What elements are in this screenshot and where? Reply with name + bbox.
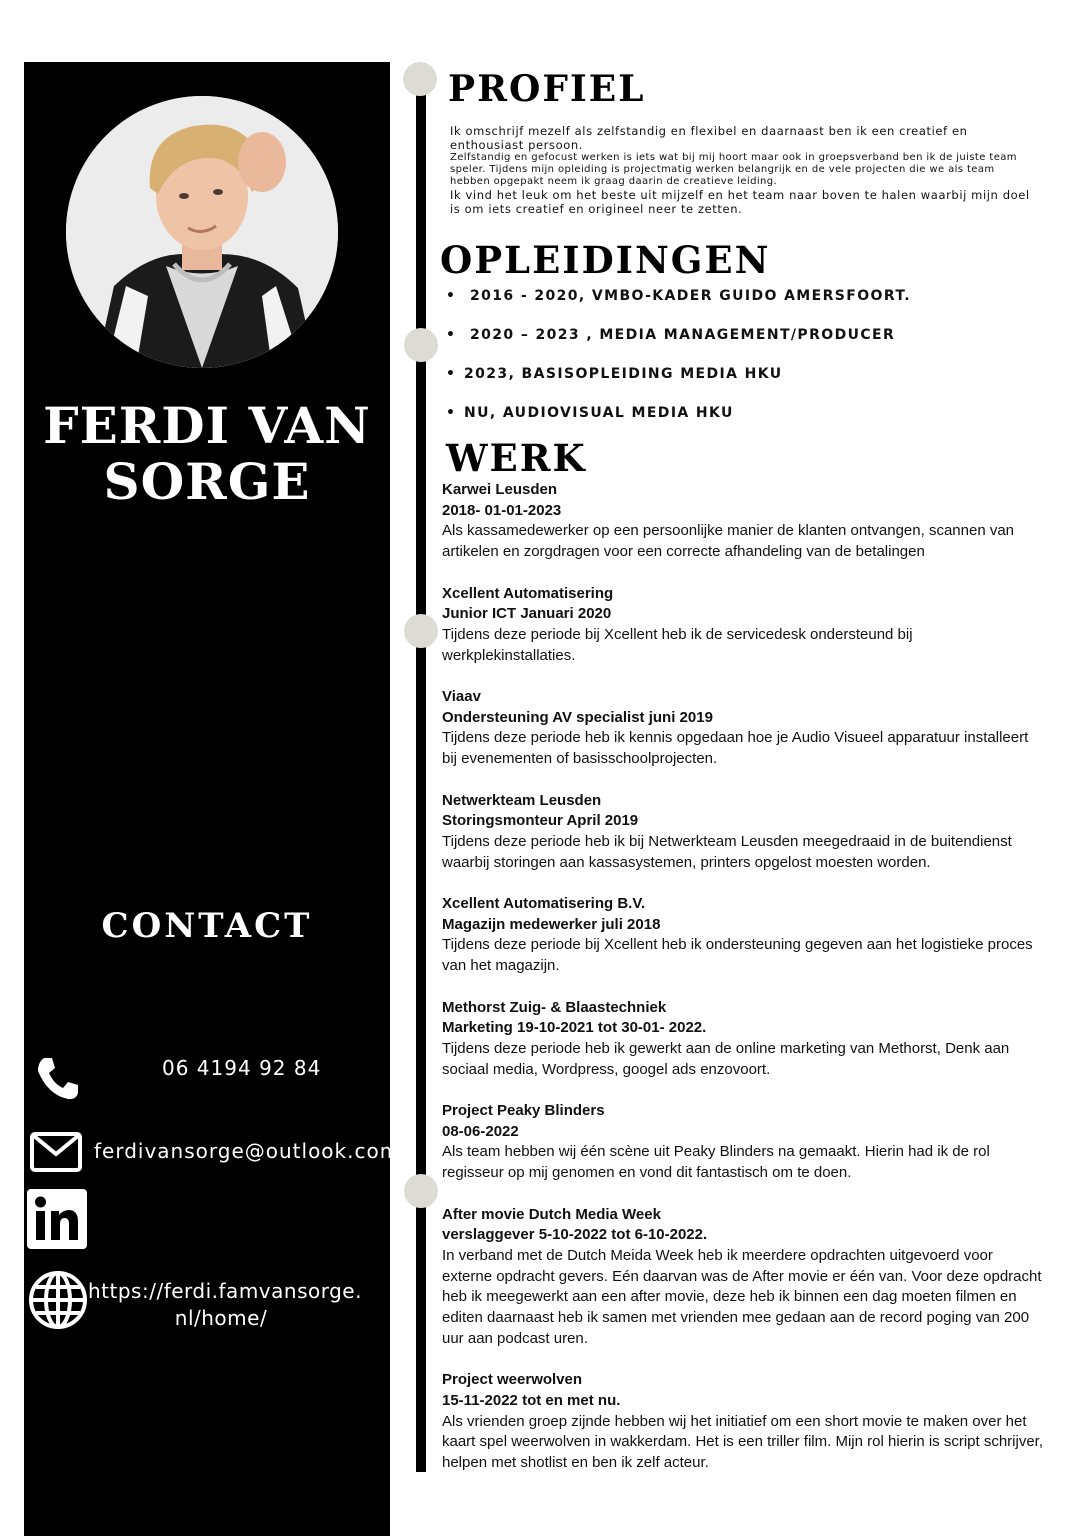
job-role: Storingsmonteur April 2019 (442, 812, 639, 830)
job-role: Junior ICT Januari 2020 (442, 605, 612, 623)
job-description: Als team hebben wij één scène uit Peaky Blinders na gemaakt. Hierin had ik de rol regisseur op mij genomen en vond dit fantastisch om te doen. (442, 1143, 990, 1182)
job-role: 08-06-2022 (442, 1122, 519, 1140)
person-illustration (66, 96, 338, 368)
education-item-text: 2020 – 2023 , MEDIA MANAGEMENT/PRODUCER (470, 327, 896, 343)
person-name: FERDI VAN SORGE (43, 396, 371, 511)
job-role: Marketing 19-10-2021 tot 30-01- 2022. (442, 1019, 707, 1037)
timeline-line (416, 78, 426, 1472)
timeline-dot (403, 62, 437, 96)
job-entry (442, 791, 1047, 874)
phone-number[interactable]: 06 4194 92 84 (162, 1056, 322, 1080)
job-entry (442, 1205, 1047, 1350)
job-entry (442, 1101, 1047, 1184)
profile-paragraph: Zelfstandig en gefocust werken is iets wat bij mij hoort maar ook in groepsverband ben ik de juiste team speler. Tijdens mijn opleiding is projectmatig werken belangrijk en de vele projecten die we als team hebben opgepakt neem ik graag daarin de creatieve leiding. (450, 152, 1017, 187)
job-description: Tijdens deze periode heb ik gewerkt aan de online marketing van Methorst, Denk aan sociaal media, Wordpress, googel ads enzovoort. (442, 1039, 1010, 1078)
job-entry (442, 584, 1047, 667)
bullet: • (446, 366, 457, 382)
job-entry (442, 1370, 1047, 1474)
job-description: Tijdens deze periode heb ik bij Netwerkteam Leusden meegedraaid in de buitendienst waarbij storingen aan kassasystemen, printers opgelost moesten worden. (442, 832, 1012, 871)
timeline-dot (404, 614, 438, 648)
bullet: • (446, 288, 457, 304)
timeline-dot (404, 1174, 438, 1208)
job-company: Project Peaky Blinders (442, 1102, 605, 1119)
job-company: Methorst Zuig- & Blaastechniek (442, 998, 667, 1016)
job-description: Tijdens deze periode bij Xcellent heb ik de servicedesk ondersteund bij werkplekinstallaties. (442, 625, 913, 664)
job-description: Als vrienden groep zijnde hebben wij het initiatief om een short movie te maken over het kaart spel weerwolven in wakkerdam. Het is een triller film. Mijn rol hierin is script schrijver, helpen met shotlist en ben ik zelf acteur. (442, 1412, 1044, 1471)
job-entry (442, 998, 1047, 1081)
job-description: Tijdens deze periode heb ik kennis opgedaan hoe je Audio Visueel apparatuur installeert bij evenementen of basisschoolprojecten. (442, 729, 1029, 768)
work-list (442, 480, 1047, 1494)
globe-icon (28, 1270, 88, 1334)
bullet: • (446, 405, 457, 421)
education-item-text: NU, AUDIOVISUAL MEDIA HKU (464, 405, 734, 421)
job-role: Magazijn medewerker juli 2018 (442, 915, 661, 933)
education-item-text: 2016 - 2020, VMBO-KADER GUIDO AMERSFOORT. (470, 288, 911, 304)
job-company: Viaav (442, 688, 481, 705)
profile-heading: PROFIEL (448, 68, 646, 110)
education-item (446, 288, 1046, 327)
job-company: Karwei Leusden (442, 481, 558, 498)
job-description: Tijdens deze periode bij Xcellent heb ik ondersteuning gegeven aan het logistieke proces van het magazijn. (442, 936, 1033, 975)
linkedin-icon[interactable] (27, 1189, 87, 1253)
job-role: Ondersteuning AV specialist juni 2019 (442, 708, 713, 726)
job-company: Netwerkteam Leusden (442, 791, 602, 809)
profile-text (450, 124, 1030, 216)
website-line-2: nl/home/ (174, 1306, 268, 1330)
work-heading: WERK (446, 436, 587, 480)
education-heading: OPLEIDINGEN (440, 238, 771, 282)
job-company: Xcellent Automatisering (442, 584, 614, 602)
website-line-1: https://ferdi.famvansorge. (88, 1279, 362, 1303)
job-entry (442, 480, 1047, 563)
job-entry (442, 894, 1047, 977)
job-description: Als kassamedewerker op een persoonlijke manier de klanten ontvangen, scannen van artikelen en zorgdragen voor een correcte afhandeling van de betalingen (442, 522, 1015, 561)
education-list (446, 288, 1046, 444)
mail-icon (30, 1132, 82, 1176)
job-company: After movie Dutch Media Week (442, 1205, 661, 1223)
education-item (446, 327, 1046, 366)
profile-paragraph: Ik vind het leuk om het beste uit mijzelf en het team naar boven te halen waarbij mijn doel is om iets creatief en origineel neer te zetten. (450, 188, 1030, 216)
job-company: Xcellent Automatisering B.V. (442, 895, 646, 912)
job-role: 2018- 01-01-2023 (442, 501, 562, 519)
job-role: 15-11-2022 tot en met nu. (442, 1391, 621, 1409)
timeline-dot (404, 328, 438, 362)
education-item-text: 2023, BASISOPLEIDING MEDIA HKU (464, 366, 783, 382)
job-company: Project weerwolven (442, 1371, 583, 1389)
profile-paragraph: Ik omschrijf mezelf als zelfstandig en flexibel en daarnaast ben ik een creatief en enthousiast persoon. (450, 124, 968, 152)
job-entry (442, 687, 1047, 770)
profile-photo (66, 96, 338, 368)
job-description: In verband met de Dutch Meida Week heb ik meerdere opdrachten uitgevoerd voor externe opdracht gevers. Eén daarvan was de After movie er één van. Voor deze opdracht heb ik meegewerkt aan een after movie, deze heb ik binnen een dag moeten filmen en editen daarnaast heb ik samen met vrienden mee gedaan aan de record poging van 200 uur aan podcast uren. (442, 1246, 1042, 1347)
bullet: • (446, 327, 457, 343)
job-role: verslaggever 5-10-2022 tot 6-10-2022. (442, 1226, 708, 1244)
website-link[interactable] (88, 1278, 362, 1332)
contact-heading: CONTACT (101, 906, 313, 946)
education-item (446, 366, 1046, 405)
phone-icon (34, 1054, 82, 1106)
email-address[interactable]: ferdivansorge@outlook.com (94, 1139, 401, 1163)
